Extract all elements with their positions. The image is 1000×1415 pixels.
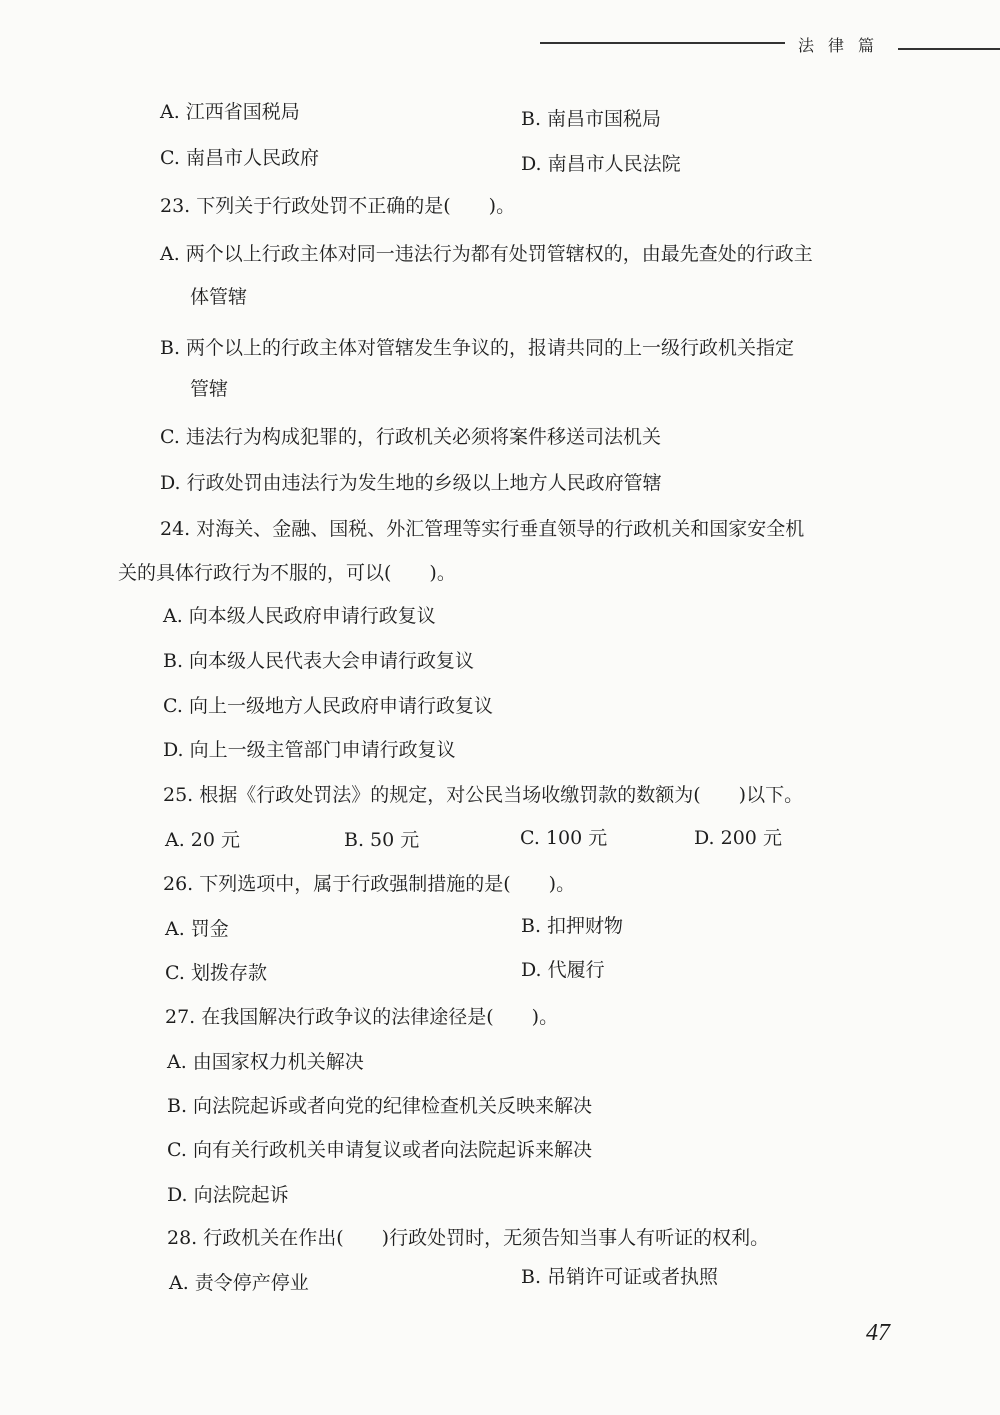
q23-option-a-line1: A. 两个以上行政主体对同一违法行为都有处罚管辖权的，由最先查处的行政主 xyxy=(160,243,813,265)
q24-stem-line1: 24. 对海关、金融、国税、外汇管理等实行垂直领导的行政机关和国家安全机 xyxy=(160,518,805,540)
q24-option-b: B. 向本级人民代表大会申请行政复议 xyxy=(163,650,475,672)
q24-stem-line2: 关的具体行政行为不服的，可以( )。 xyxy=(118,562,456,584)
q26-option-a: A. 罚金 xyxy=(165,918,229,940)
q23-option-c: C. 违法行为构成犯罪的，行政机关必须将案件移送司法机关 xyxy=(160,426,661,448)
q22-option-d: D. 南昌市人民法院 xyxy=(521,153,681,175)
q23-option-b-line2: 管辖 xyxy=(190,378,229,400)
q27-stem: 27. 在我国解决行政争议的法律途径是( )。 xyxy=(165,1006,559,1028)
q26-stem: 26. 下列选项中，属于行政强制措施的是( )。 xyxy=(163,873,576,895)
q23-option-a-line2: 体管辖 xyxy=(190,286,248,308)
header-title: 法律篇 xyxy=(798,36,889,55)
q26-option-c: C. 划拨存款 xyxy=(165,962,267,984)
q27-option-a: A. 由国家权力机关解决 xyxy=(167,1051,364,1073)
q25-option-a: A. 20 元 xyxy=(165,829,241,851)
q28-option-a: A. 责令停产停业 xyxy=(169,1272,309,1294)
q26-option-b: B. 扣押财物 xyxy=(521,915,624,937)
page-number: 47 xyxy=(866,1320,890,1346)
q25-stem: 25. 根据《行政处罚法》的规定，对公民当场收缴罚款的数额为( )以下。 xyxy=(163,784,804,806)
q25-option-d: D. 200 元 xyxy=(694,827,782,849)
q24-option-d: D. 向上一级主管部门申请行政复议 xyxy=(163,739,456,761)
q22-option-a: A. 江西省国税局 xyxy=(160,101,300,123)
q26-option-d: D. 代履行 xyxy=(521,959,605,981)
q24-option-a: A. 向本级人民政府申请行政复议 xyxy=(163,605,436,627)
q27-option-b: B. 向法院起诉或者向党的纪律检查机关反映来解决 xyxy=(167,1095,593,1117)
header-rule-right xyxy=(898,48,1000,50)
header-rule-left xyxy=(540,42,785,44)
q22-option-c: C. 南昌市人民政府 xyxy=(160,147,319,169)
q25-option-c: C. 100 元 xyxy=(520,827,608,849)
q28-option-b: B. 吊销许可证或者执照 xyxy=(521,1266,719,1288)
q23-option-d: D. 行政处罚由违法行为发生地的乡级以上地方人民政府管辖 xyxy=(160,472,662,494)
q23-option-b-line1: B. 两个以上的行政主体对管辖发生争议的，报请共同的上一级行政机关指定 xyxy=(160,337,795,359)
q27-option-c: C. 向有关行政机关申请复议或者向法院起诉来解决 xyxy=(167,1139,592,1161)
q25-option-b: B. 50 元 xyxy=(344,829,420,851)
q24-option-c: C. 向上一级地方人民政府申请行政复议 xyxy=(163,695,493,717)
q22-option-b: B. 南昌市国税局 xyxy=(521,108,662,130)
q27-option-d: D. 向法院起诉 xyxy=(167,1184,289,1206)
q23-stem: 23. 下列关于行政处罚不正确的是( )。 xyxy=(160,195,516,217)
q28-stem: 28. 行政机关在作出( )行政处罚时，无须告知当事人有听证的权利。 xyxy=(167,1227,770,1249)
